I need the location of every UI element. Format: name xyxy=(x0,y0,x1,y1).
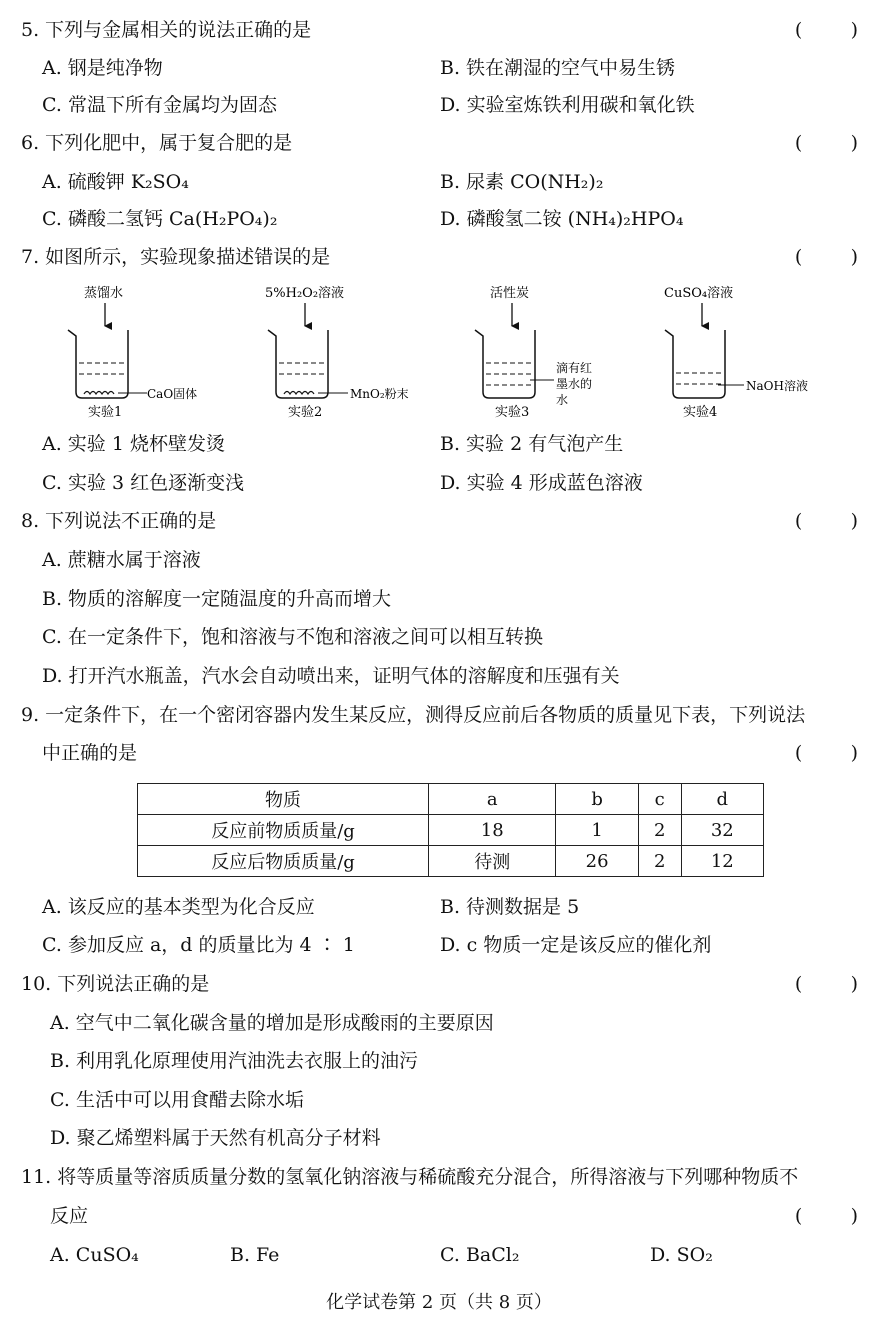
q9-option-b: B. 待测数据是 5 xyxy=(440,896,580,918)
q5-option-b: B. 铁在潮湿的空气中易生锈 xyxy=(440,57,676,79)
q6-option-b: B. 尿素 CO(NH₂)₂ xyxy=(440,171,604,193)
table-header-cell: 物质 xyxy=(138,784,429,815)
table-cell: 1 xyxy=(556,815,638,846)
q7-option-a: A. 实验 1 烧杯壁发烫 xyxy=(42,433,225,455)
exp1-caption: 实验1 xyxy=(88,405,123,420)
q6-option-d: D. 磷酸氢二铵 (NH₄)₂HPO₄ xyxy=(440,208,684,230)
table-header-cell: c xyxy=(638,784,681,815)
q5-option-c: C. 常温下所有金属均为固态 xyxy=(42,94,277,116)
q7-option-c: C. 实验 3 红色逐渐变浅 xyxy=(42,472,245,494)
table-row xyxy=(138,846,764,877)
beaker-experiment-4 xyxy=(664,285,808,420)
q8-option-d: D. 打开汽水瓶盖，汽水会自动喷出来，证明气体的溶解度和压强有关 xyxy=(42,665,620,687)
table-cell: 待测 xyxy=(429,846,556,877)
table-cell: 32 xyxy=(681,815,763,846)
q9-option-d: D. c 物质一定是该反应的催化剂 xyxy=(440,934,712,956)
q8-option-a: A. 蔗糖水属于溶液 xyxy=(42,549,201,571)
q5-answer-bracket: ( ) xyxy=(794,19,858,41)
exp2-caption: 实验2 xyxy=(288,405,323,420)
exp4-reagent-label: CuSO₄溶液 xyxy=(664,286,734,301)
exp1-solid-label: CaO固体 xyxy=(147,387,198,401)
q7-option-b: B. 实验 2 有气泡产生 xyxy=(440,433,624,455)
q7-experiment-figure xyxy=(0,280,878,420)
q7-option-d: D. 实验 4 形成蓝色溶液 xyxy=(440,472,643,494)
q9-stem-line-1: 9. 一定条件下，在一个密闭容器内发生某反应，测得反应前后各物质的质量见下表，下列说法 xyxy=(21,704,806,726)
q11-answer-bracket: ( ) xyxy=(794,1205,858,1227)
q9-stem-line-2: 中正确的是 xyxy=(42,742,138,764)
table-header-cell: a xyxy=(429,784,556,815)
q10-option-c: C. 生活中可以用食醋去除水垢 xyxy=(50,1089,304,1111)
exp3-liquid-label-2: 墨水的 xyxy=(556,377,593,391)
q11-option-d: D. SO₂ xyxy=(650,1244,713,1266)
q9-option-c: C. 参加反应 a，d 的质量比为 4 ∶ 1 xyxy=(42,934,355,956)
table-cell: 反应前物质质量/g xyxy=(138,815,429,846)
exp2-reagent-label: 5%H₂O₂溶液 xyxy=(265,286,345,301)
exp3-liquid-label-1: 滴有红 xyxy=(556,361,593,375)
q10-option-d: D. 聚乙烯塑料属于天然有机高分子材料 xyxy=(50,1127,381,1149)
exp4-caption: 实验4 xyxy=(683,405,718,420)
q11-stem-line-1: 11. 将等质量等溶质质量分数的氢氧化钠溶液与稀硫酸充分混合，所得溶液与下列哪种物质不 xyxy=(21,1166,799,1188)
table-cell: 26 xyxy=(556,846,638,877)
beaker-experiment-2 xyxy=(265,285,409,420)
q10-stem: 10. 下列说法正确的是 xyxy=(21,973,210,995)
page-footer: 化学试卷第 2 页（共 8 页） xyxy=(326,1292,552,1313)
q10-answer-bracket: ( ) xyxy=(794,973,858,995)
table-header-cell: b xyxy=(556,784,638,815)
q11-stem-line-2: 反应 xyxy=(50,1205,89,1227)
q6-stem: 6. 下列化肥中，属于复合肥的是 xyxy=(21,132,293,154)
beaker-experiment-3 xyxy=(475,285,592,420)
exp2-solid-label: MnO₂粉末 xyxy=(350,387,409,401)
table-header-row xyxy=(138,784,764,815)
q11-option-b: B. Fe xyxy=(230,1244,280,1266)
q9-option-a: A. 该反应的基本类型为化合反应 xyxy=(42,896,315,918)
exp3-reagent-label: 活性炭 xyxy=(490,286,530,301)
q8-option-c: C. 在一定条件下，饱和溶液与不饱和溶液之间可以相互转换 xyxy=(42,626,543,648)
q8-answer-bracket: ( ) xyxy=(794,510,858,532)
table-header-cell: d xyxy=(681,784,763,815)
beaker-experiment-1 xyxy=(68,285,197,420)
q6-answer-bracket: ( ) xyxy=(794,132,858,154)
q7-answer-bracket: ( ) xyxy=(794,246,858,268)
q6-option-a: A. 硫酸钾 K₂SO₄ xyxy=(42,171,189,193)
q9-mass-table xyxy=(137,783,764,877)
table-cell: 18 xyxy=(429,815,556,846)
table-cell: 反应后物质质量/g xyxy=(138,846,429,877)
exp3-caption: 实验3 xyxy=(495,405,530,420)
table-cell: 2 xyxy=(638,846,681,877)
q8-option-b: B. 物质的溶解度一定随温度的升高而增大 xyxy=(42,588,392,610)
q7-stem: 7. 如图所示，实验现象描述错误的是 xyxy=(21,246,331,268)
table-row xyxy=(138,815,764,846)
q5-stem: 5. 下列与金属相关的说法正确的是 xyxy=(21,19,312,41)
exp1-reagent-label: 蒸馏水 xyxy=(84,286,124,301)
q5-option-a: A. 钢是纯净物 xyxy=(42,57,163,79)
q6-option-c: C. 磷酸二氢钙 Ca(H₂PO₄)₂ xyxy=(42,208,278,230)
exp3-liquid-label-3: 水 xyxy=(556,393,569,407)
q10-option-b: B. 利用乳化原理使用汽油洗去衣服上的油污 xyxy=(50,1050,419,1072)
table-cell: 2 xyxy=(638,815,681,846)
q11-option-c: C. BaCl₂ xyxy=(440,1244,520,1266)
q11-option-a: A. CuSO₄ xyxy=(50,1244,139,1266)
q9-answer-bracket: ( ) xyxy=(794,742,858,764)
q10-option-a: A. 空气中二氧化碳含量的增加是形成酸雨的主要原因 xyxy=(50,1012,494,1034)
table-cell: 12 xyxy=(681,846,763,877)
exp4-liquid-label: NaOH溶液 xyxy=(746,379,808,393)
q5-option-d: D. 实验室炼铁利用碳和氧化铁 xyxy=(440,94,695,116)
q8-stem: 8. 下列说法不正确的是 xyxy=(21,510,217,532)
